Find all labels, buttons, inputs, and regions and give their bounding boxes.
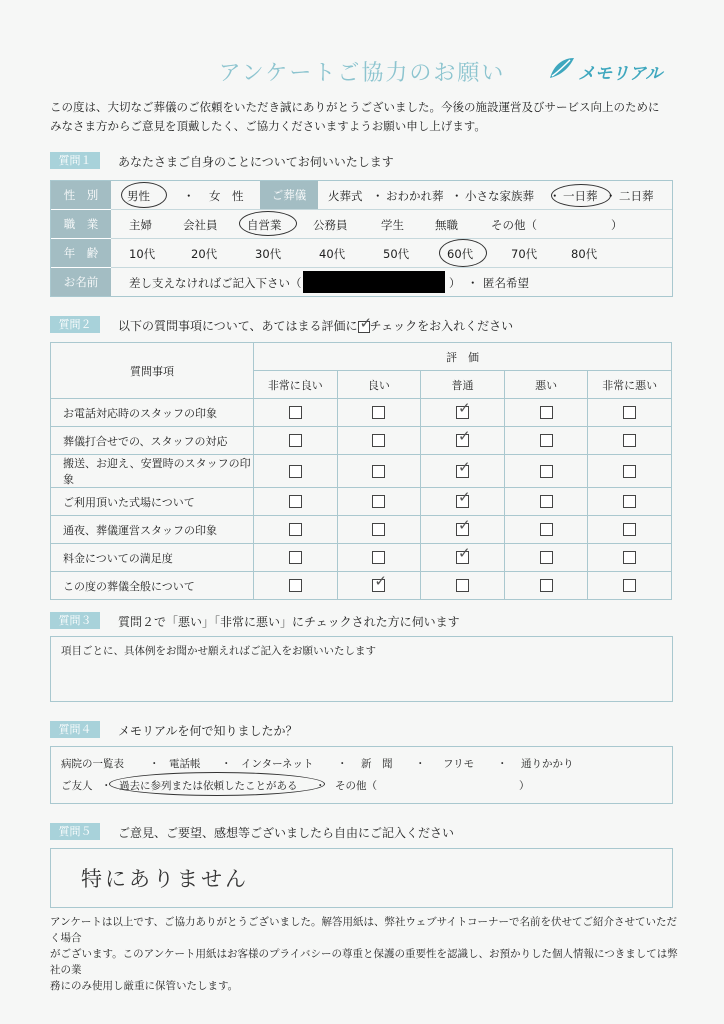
job-civil-servant[interactable]: 公務員 [313, 218, 348, 232]
rating-cell [254, 572, 338, 600]
rating-cell [588, 455, 672, 488]
rating-cell [504, 572, 588, 600]
rating-cell [504, 544, 588, 572]
rating-question: ご利用頂いた式場について [51, 488, 254, 516]
leaf-logo-icon [548, 56, 576, 82]
rating-cell [254, 399, 338, 427]
source-friend[interactable]: ご友人 [61, 780, 93, 792]
divider [51, 238, 111, 239]
rating-checkbox[interactable] [623, 579, 636, 592]
rating-cell [421, 544, 505, 572]
rating-checkbox[interactable] [372, 572, 387, 592]
age-10s[interactable]: 10代 [129, 247, 156, 261]
job-other-close: ） [611, 218, 623, 232]
job-label: 職 業 [51, 216, 111, 232]
rating-checkbox[interactable] [540, 495, 553, 508]
rating-checkbox[interactable] [456, 516, 471, 536]
q3-text: 質問２で「悪い」「非常に悪い」にチェックされた方に伺います [118, 615, 460, 629]
rating-cell [254, 455, 338, 488]
age-70s[interactable]: 70代 [511, 247, 538, 261]
rating-row [51, 488, 672, 516]
checkmark-icon: ✓ [458, 427, 471, 446]
age-40s[interactable]: 40代 [319, 247, 346, 261]
job-unemployed[interactable]: 無職 [435, 218, 458, 232]
rating-checkbox[interactable] [289, 495, 302, 508]
rating-row [51, 572, 672, 600]
source-internet[interactable]: インターネット [241, 758, 314, 770]
level-header: 良い [337, 371, 421, 399]
col-eval-header: 評 価 [254, 343, 672, 371]
q3-box-hint: 項目ごとに、具体例をお聞かせ願えればご記入をお願いいたします [61, 645, 376, 657]
checkmark-icon: ✓ [359, 313, 373, 332]
job-self-employed[interactable]: 自営業 [247, 218, 282, 232]
rating-cell [254, 488, 338, 516]
rating-table [50, 342, 672, 600]
age-30s[interactable]: 30代 [255, 247, 282, 261]
dot: ・ [372, 189, 384, 203]
rating-cell [337, 399, 421, 427]
checkmark-icon: ✓ [458, 516, 471, 535]
q5-text: ご意見、ご要望、感想等ございましたら自由にご記入ください [118, 826, 455, 840]
rating-row [51, 427, 672, 455]
rating-checkbox[interactable] [540, 551, 553, 564]
rating-checkbox[interactable] [540, 434, 553, 447]
dot: ・ [451, 189, 463, 203]
source-past-attendance[interactable]: 過去に参列または依頼したことがある [119, 780, 298, 792]
rating-checkbox[interactable] [289, 406, 302, 419]
gender-male[interactable]: 男性 [127, 189, 150, 203]
rating-row [51, 399, 672, 427]
dot: ・ [315, 780, 326, 792]
funeral-small-family[interactable]: 小さな家族葬 [465, 189, 534, 203]
rating-checkbox[interactable] [623, 551, 636, 564]
selection-circle [239, 211, 297, 236]
source-other[interactable]: その他（ [335, 780, 377, 792]
divider [111, 209, 672, 210]
rating-checkbox[interactable] [623, 434, 636, 447]
rating-row [51, 455, 672, 488]
q4-options-box [50, 746, 673, 804]
divider [111, 238, 672, 239]
rating-cell [421, 516, 505, 544]
q3-tag: 質問３ [50, 612, 100, 629]
rating-question: 通夜、葬儀運営スタッフの印象 [51, 516, 254, 544]
level-header: 悪い [504, 371, 588, 399]
source-hospital-list[interactable]: 病院の一覧表 [61, 758, 124, 770]
checkmark-icon: ✓ [374, 572, 387, 591]
dot: ・ [467, 276, 479, 290]
source-furimo[interactable]: フリモ [443, 758, 475, 770]
job-student[interactable]: 学生 [381, 218, 404, 232]
rating-checkbox[interactable] [289, 579, 302, 592]
rating-checkbox[interactable] [372, 465, 385, 478]
dot: ・ [221, 758, 232, 770]
funeral-two-day[interactable]: 二日葬 [619, 189, 654, 203]
rating-cell [504, 455, 588, 488]
rating-checkbox[interactable] [456, 488, 471, 508]
rating-checkbox[interactable] [372, 406, 385, 419]
source-phonebook[interactable]: 電話帳 [169, 758, 201, 770]
dot: ・ [415, 758, 426, 770]
rating-checkbox[interactable] [456, 544, 471, 564]
funeral-label: ご葬儀 [260, 181, 318, 209]
footer-line-1: アンケートは以上です、ご協力ありがとうございました。解答用紙は、弊社ウェブサイトコーナーで名前を伏せてご紹介させていただく場合 [50, 916, 677, 944]
rating-checkbox[interactable] [456, 579, 469, 592]
rating-cell [337, 488, 421, 516]
rating-checkbox[interactable] [372, 551, 385, 564]
footer-line-3: 務にのみ使用し厳重に保管いたします。 [50, 980, 239, 992]
rating-cell [337, 572, 421, 600]
q1-text: あなたさまご自身のことについてお伺いいたします [118, 155, 394, 169]
rating-checkbox[interactable] [540, 523, 553, 536]
q2-text-main: 以下の質問事項について、あてはまる評価に [118, 319, 358, 333]
rating-question: 葬儀打合せでの、スタッフの対応 [51, 427, 254, 455]
selection-circle [121, 182, 167, 208]
redacted-name [303, 271, 445, 293]
rating-checkbox[interactable] [623, 495, 636, 508]
rating-cell [421, 488, 505, 516]
logo-text: メモリアル [578, 64, 663, 84]
dot: ・ [337, 758, 348, 770]
age-80s[interactable]: 80代 [571, 247, 598, 261]
rating-checkbox[interactable] [289, 465, 302, 478]
job-other[interactable]: その他（ [491, 218, 537, 232]
rating-cell [588, 427, 672, 455]
rating-checkbox[interactable] [289, 551, 302, 564]
rating-row [51, 544, 672, 572]
rating-checkbox[interactable] [623, 465, 636, 478]
q2-text-check: チェックをお入れください [369, 319, 514, 333]
age-label: 年 齢 [51, 245, 111, 261]
age-20s[interactable]: 20代 [191, 247, 218, 261]
rating-question: 料金についての満足度 [51, 544, 254, 572]
rating-checkbox[interactable] [372, 495, 385, 508]
rating-question: この度の葬儀全般について [51, 572, 254, 600]
dot: ・ [497, 758, 508, 770]
checkbox-sample-icon [358, 313, 373, 333]
gender-female[interactable]: 女 性 [209, 189, 244, 203]
divider [111, 267, 672, 268]
rating-checkbox[interactable] [289, 523, 302, 536]
dot: ・ [549, 189, 561, 203]
rating-cell [337, 544, 421, 572]
rating-cell [504, 399, 588, 427]
rating-cell [337, 427, 421, 455]
age-60s[interactable]: 60代 [447, 247, 474, 261]
funeral-cremation[interactable]: 火葬式 [328, 189, 363, 203]
source-newspaper[interactable]: 新 聞 [361, 758, 393, 770]
rating-cell [588, 399, 672, 427]
rating-checkbox[interactable] [456, 457, 471, 478]
q5-handwritten-answer: 特にありません [81, 867, 249, 891]
q2-tag: 質問２ [50, 316, 100, 333]
level-header: 非常に悪い [588, 371, 672, 399]
level-header: 普通 [421, 371, 505, 399]
checkmark-icon: ✓ [458, 544, 471, 563]
rating-cell [254, 544, 338, 572]
rating-question: 搬送、お迎え、安置時のスタッフの印象 [51, 455, 254, 488]
rating-checkbox[interactable] [540, 406, 553, 419]
rating-cell [254, 516, 338, 544]
level-header: 非常に良い [254, 371, 338, 399]
intro-text [50, 98, 680, 136]
job-housewife[interactable]: 主婦 [129, 218, 152, 232]
rating-cell [588, 516, 672, 544]
q1-box [50, 180, 673, 297]
rating-cell [588, 572, 672, 600]
rating-cell [254, 427, 338, 455]
checkmark-icon: ✓ [458, 399, 471, 418]
rating-cell [337, 455, 421, 488]
rating-cell [421, 427, 505, 455]
rating-checkbox[interactable] [372, 523, 385, 536]
funeral-one-day[interactable]: 一日葬 [563, 189, 598, 203]
rating-cell [421, 572, 505, 600]
q2-text [118, 313, 514, 334]
name-label: お名前 [51, 274, 111, 290]
intro-line-2: みなさま方からご意見を頂戴したく、ご協力くださいますようお願い申し上げます。 [50, 119, 486, 133]
source-other-close: ） [519, 780, 530, 792]
rating-question: お電話対応時のスタッフの印象 [51, 399, 254, 427]
checkmark-icon: ✓ [458, 488, 471, 507]
rating-checkbox[interactable] [289, 434, 302, 447]
rating-checkbox[interactable] [456, 399, 471, 419]
rating-cell [504, 427, 588, 455]
rating-cell [337, 516, 421, 544]
q5-answer-box[interactable] [50, 848, 673, 908]
rating-cell [504, 488, 588, 516]
anonymous-option[interactable]: 匿名希望 [483, 276, 529, 290]
rating-checkbox[interactable] [623, 523, 636, 536]
checkmark-icon: ✓ [458, 457, 471, 476]
job-office-worker[interactable]: 会社員 [183, 218, 218, 232]
dot: ・ [605, 189, 617, 203]
selection-circle [551, 184, 611, 207]
name-prompt: 差し支えなければご記入下さい（ [129, 276, 302, 290]
rating-checkbox[interactable] [540, 579, 553, 592]
rating-cell [588, 488, 672, 516]
rating-cell [588, 544, 672, 572]
dot: ・ [101, 780, 112, 792]
rating-checkbox[interactable] [456, 427, 471, 447]
gender-label: 性 別 [51, 187, 111, 203]
page-title: アンケートご協力のお願い [218, 61, 506, 86]
divider [51, 209, 111, 210]
company-logo [548, 56, 678, 86]
rating-checkbox[interactable] [372, 434, 385, 447]
q5-tag: 質問５ [50, 823, 100, 840]
funeral-farewell[interactable]: おわかれ葬 [386, 189, 444, 203]
footer-line-2: がございます。このアンケート用紙はお客様のプライバシーの尊重と保護の重要性を認識し、お預かりした個人情報につきましては弊社の業 [50, 948, 678, 976]
intro-line-1: この度は、大切なご葬儀のご依頼をいただき誠にありがとうございました。今後の施設運営及びサービス向上のために [50, 100, 660, 114]
selection-circle [109, 772, 325, 796]
q4-text: メモリアルを何で知りましたか？ [118, 724, 298, 738]
rating-cell [504, 516, 588, 544]
name-close: ） [449, 276, 461, 290]
age-50s[interactable]: 50代 [383, 247, 410, 261]
divider [51, 267, 111, 268]
dot: ・ [149, 758, 160, 770]
rating-cell [421, 399, 505, 427]
rating-row [51, 516, 672, 544]
rating-checkbox[interactable] [623, 406, 636, 419]
col-item-header: 質問事項 [51, 343, 254, 399]
q4-tag: 質問４ [50, 721, 100, 738]
source-passing-by[interactable]: 通りかかり [521, 758, 574, 770]
rating-checkbox[interactable] [540, 465, 553, 478]
selection-circle [439, 239, 487, 267]
q1-tag: 質問１ [50, 152, 100, 169]
dot: ・ [183, 189, 195, 203]
footer-text [50, 914, 680, 994]
rating-cell [421, 455, 505, 488]
q3-answer-box[interactable] [50, 636, 673, 702]
